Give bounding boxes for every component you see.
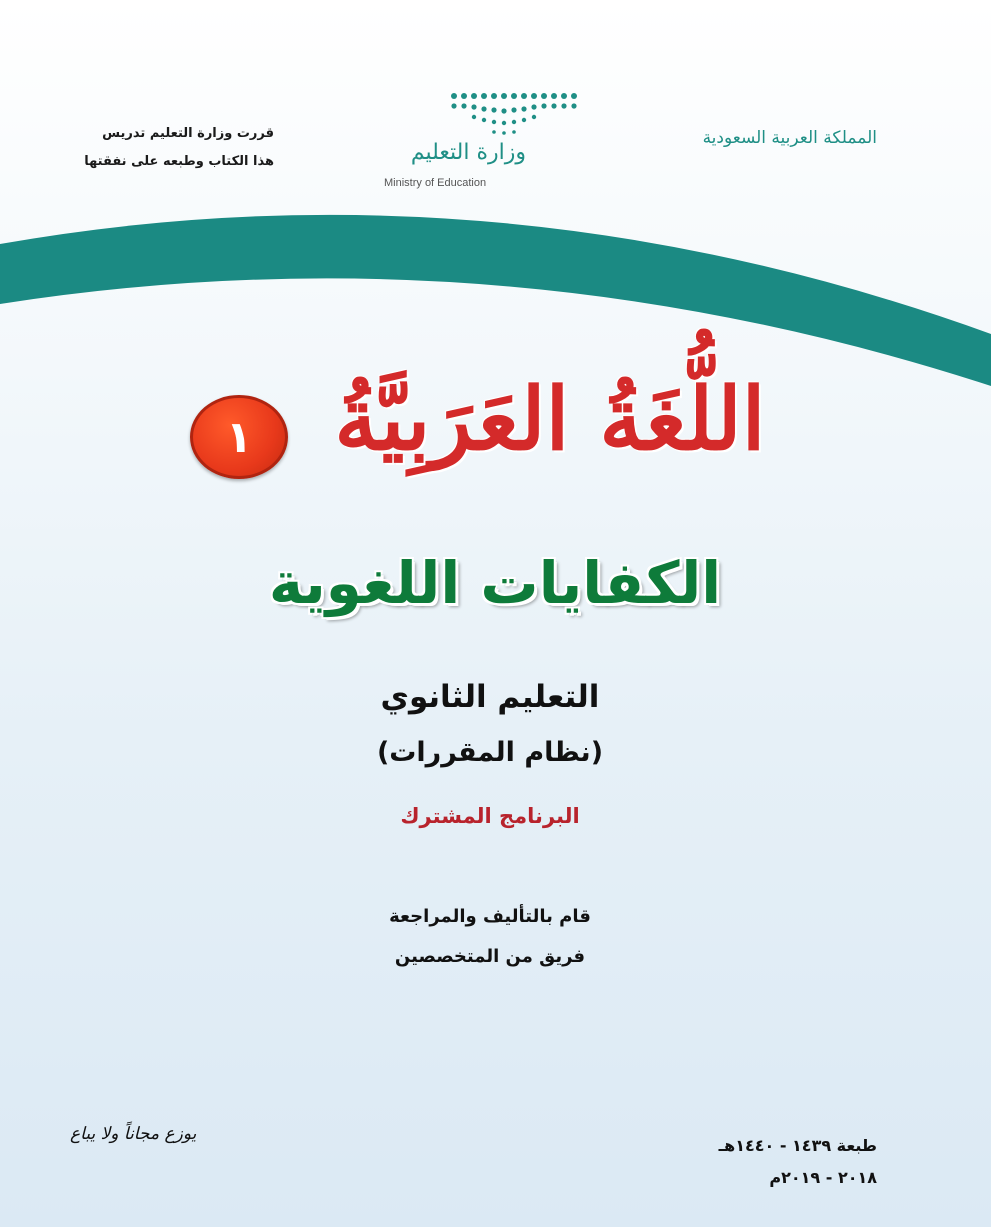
- program-name: البرنامج المشترك: [400, 804, 580, 828]
- teal-wave-band: [0, 196, 991, 386]
- education-level: التعليم الثانوي: [380, 679, 600, 715]
- approval-note: [70, 120, 274, 176]
- course-system: (نظام المقررات): [376, 737, 604, 768]
- authors-line-2: فريق من المتخصصين: [394, 946, 586, 967]
- edition-gregorian: ٢٠١٨ - ٢٠١٩م: [769, 1168, 877, 1187]
- ministry-name-english: Ministry of Education: [384, 177, 487, 189]
- ministry-logo: [378, 88, 588, 192]
- edition-hijri: طبعة ١٤٣٩ - ١٤٤٠هـ: [718, 1136, 877, 1155]
- book-subtitle: الكفايات اللغوية: [268, 549, 722, 617]
- authors-line-1: قام بالتأليف والمراجعة: [389, 906, 591, 927]
- dotted-arc-logo-icon: [378, 88, 588, 140]
- edition-info: [677, 1130, 877, 1194]
- volume-number-badge: [190, 395, 288, 479]
- volume-number: ١: [225, 411, 253, 463]
- country-name: المملكة العربية السعودية: [702, 128, 877, 148]
- book-title: اللُّغَةُ العَرَبِيَّةُ: [334, 369, 766, 470]
- approval-line-1: قررت وزارة التعليم تدريس: [102, 126, 274, 141]
- approval-line-2: هذا الكتاب وطبعه على نفقتها: [84, 154, 274, 169]
- distribution-note: يوزع مجاناً ولا يباع: [70, 1124, 197, 1144]
- ministry-name-arabic: وزارة التعليم: [410, 140, 526, 165]
